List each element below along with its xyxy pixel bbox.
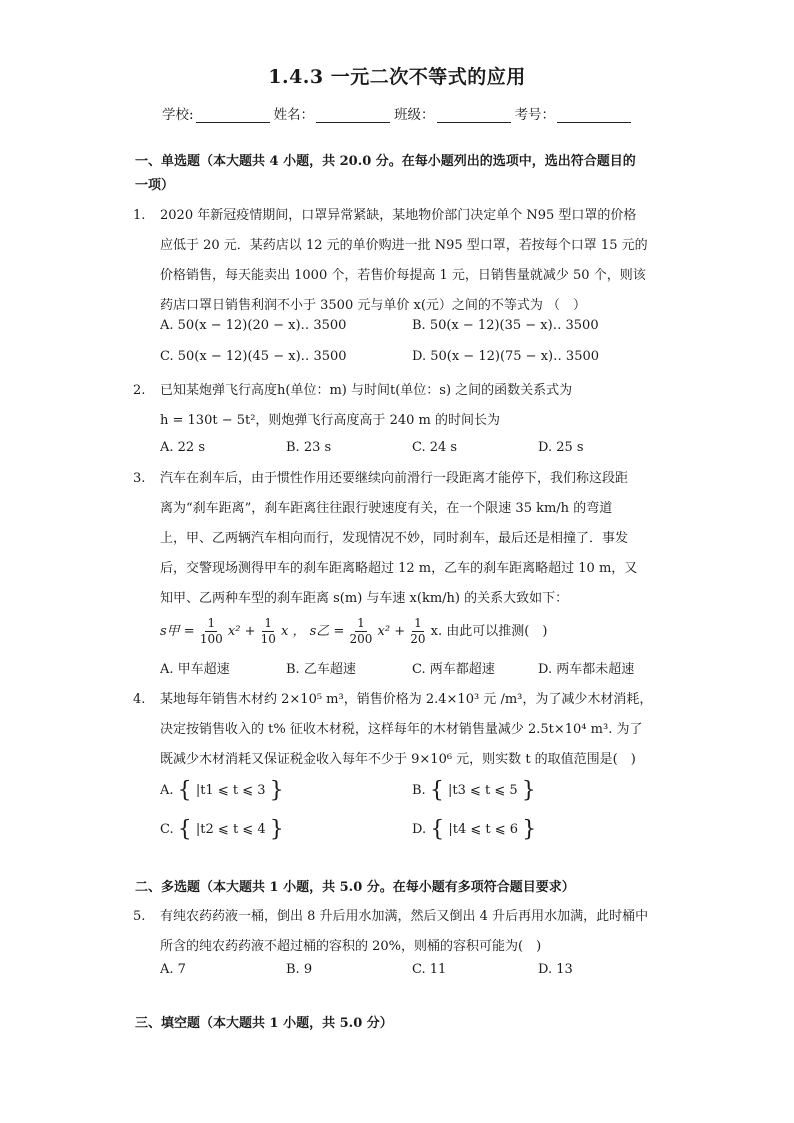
section-heading-line: 三、填空题（本大题共 1 小题，共 5.0 分）	[135, 1016, 393, 1031]
formula-text: s甲 =	[160, 624, 195, 639]
fraction	[200, 616, 223, 647]
option-c[interactable]	[160, 817, 284, 842]
option-a[interactable]: A. 7	[160, 962, 186, 977]
option-text: |t4 ⩽ t ⩽ 6	[448, 822, 519, 837]
option-d[interactable]	[412, 817, 536, 842]
option-b[interactable]: B. 50(x − 12)(35 − x)‥ 3500	[412, 318, 599, 333]
brace-open: {	[177, 778, 192, 803]
student-info-row	[162, 103, 635, 123]
stem-line: 某地每年销售木材约 2×10⁵ m³，销售价格为 2.4×10³ 元 /m³，为了减少木材消耗，	[160, 692, 653, 707]
q1-options-row-1	[160, 318, 660, 344]
class-blank[interactable]	[437, 108, 511, 123]
option-b[interactable]: B. 9	[286, 962, 313, 977]
stem-line: 后，交警现场测得甲车的刹车距离略超过 12 m，乙车的刹车距离略超过 10 m，又	[160, 561, 638, 576]
option-label: A.	[160, 783, 174, 798]
q4-options-row-2	[160, 817, 660, 847]
option-c[interactable]: C. 两车都超速	[412, 662, 495, 677]
question-number: 3.	[133, 471, 146, 486]
option-text: |t2 ⩽ t ⩽ 4	[195, 822, 266, 837]
school-label: 学校:	[162, 107, 194, 123]
section-heading-line: 二、多选题（本大题共 1 小题，共 5.0 分。在每小题有多项符合题目要求）	[135, 880, 575, 895]
brace-open: {	[429, 778, 444, 803]
question-number: 5.	[133, 909, 146, 924]
q3-options-row	[160, 658, 660, 684]
denominator: 10	[260, 632, 276, 646]
exam-no-blank[interactable]	[557, 108, 631, 123]
stem-line: h = 130t − 5t²，则炮弹飞行高度高于 240 m 的时间长为	[160, 413, 500, 428]
numerator: 1	[207, 616, 216, 630]
section-multiple-choice	[135, 876, 665, 900]
brace-close: }	[521, 778, 536, 803]
option-c[interactable]: C. 50(x − 12)(45 − x)‥ 3500	[160, 349, 347, 364]
option-a[interactable]: A. 22 s	[160, 440, 205, 455]
school-blank[interactable]	[196, 108, 270, 123]
option-b[interactable]: B. 乙车超速	[286, 662, 356, 677]
brace-close: }	[269, 817, 284, 842]
formula-text: x² +	[227, 624, 256, 639]
question-stem	[160, 685, 663, 775]
stem-line: 2020 年新冠疫情期间，口罩异常紧缺，某地物价部门决定单个 N95 型口罩的价格	[160, 208, 637, 223]
q1-options-row-2	[160, 349, 660, 375]
page-title: 1.4.3 一元二次不等式的应用	[268, 66, 526, 88]
formula-line	[160, 616, 547, 647]
formula-text: x² +	[377, 624, 406, 639]
section-heading-line: 一、单选题（本大题共 4 小题，共 20.0 分。在每小题列出的选项中，选出符合题目的	[135, 154, 636, 169]
stem-line: 已知某炮弹飞行高度h(单位：m) 与时间t(单位：s) 之间的函数关系式为	[160, 383, 573, 398]
stem-line: 所含的纯农药药液不超过桶的容积的 20%，则桶的容积可能为( )	[160, 939, 542, 954]
stem-line: 药店口罩日销售利润不小于 3500 元与单价 x(元）之间的不等式为 （ ）	[160, 298, 587, 313]
question-4	[133, 685, 663, 780]
q5-options-row	[160, 962, 660, 988]
denominator: 100	[199, 632, 223, 646]
formula-text: s乙 =	[309, 624, 345, 639]
option-text: |t1 ⩽ t ⩽ 3	[195, 783, 266, 798]
stem-line: 应低于 20 元．某药店以 12 元的单价购进一批 N95 型口罩，若按每个口罩 15 元的	[160, 238, 648, 253]
name-blank[interactable]	[316, 108, 390, 123]
question-number: 1.	[133, 208, 146, 223]
option-a[interactable]	[160, 778, 284, 803]
stem-line: 有纯农药药液一桶，倒出 8 升后用水加满，然后又倒出 4 升后再用水加满，此时桶中	[160, 909, 649, 924]
question-number: 4.	[133, 692, 146, 707]
name-label: 姓名：	[273, 107, 315, 123]
section-heading-line: 一项）	[135, 178, 175, 193]
option-d[interactable]: D. 两车都未超速	[538, 662, 635, 677]
option-label: D.	[412, 822, 427, 837]
question-2	[133, 376, 663, 438]
formula-text: x ，	[281, 624, 306, 639]
brace-open: {	[430, 817, 445, 842]
q4-options-row-1	[160, 778, 660, 808]
option-c[interactable]: C. 11	[412, 962, 447, 977]
denominator: 20	[410, 632, 426, 646]
option-d[interactable]: D. 50(x − 12)(75 − x)‥ 3500	[412, 349, 600, 364]
numerator: 1	[357, 616, 365, 630]
question-stem	[160, 902, 663, 962]
exam-no-label: 考号：	[514, 107, 556, 123]
formula-text: x. 由此可以推测( )	[430, 624, 548, 639]
option-text: |t3 ⩽ t ⩽ 5	[447, 783, 518, 798]
numerator: 1	[264, 616, 273, 630]
question-number: 2.	[133, 383, 146, 398]
option-a[interactable]: A. 50(x − 12)(20 − x)‥ 3500	[160, 318, 347, 333]
question-stem	[160, 201, 663, 321]
question-1	[133, 201, 663, 326]
question-stem	[160, 464, 663, 614]
question-5	[133, 902, 663, 964]
q2-options-row	[160, 440, 660, 466]
option-label: B.	[412, 783, 426, 798]
brace-open: {	[177, 817, 192, 842]
option-a[interactable]: A. 甲车超速	[160, 662, 230, 677]
stem-line: 价格销售，每天能卖出 1000 个，若售价每提高 1 元，日销售量就减少 50 个，则该	[160, 268, 646, 283]
numerator: 1	[414, 616, 422, 630]
option-d[interactable]: D. 13	[538, 962, 573, 977]
option-b[interactable]: B. 23 s	[286, 440, 332, 455]
denominator: 200	[349, 632, 373, 646]
fraction	[410, 616, 425, 647]
option-label: C.	[160, 822, 174, 837]
section-fill-in	[135, 1012, 665, 1036]
fraction	[349, 616, 372, 647]
question-3	[133, 464, 663, 619]
question-stem	[160, 376, 663, 436]
stem-line: 知甲、乙两种车型的刹车距离 s(m) 与车速 x(km/h) 的关系大致如下：	[160, 591, 569, 606]
stem-line: 决定按销售收入的 t% 征收木材税，这样每年的木材销售量减少 2.5t×10⁴ m³. 为了	[160, 722, 643, 737]
brace-close: }	[269, 778, 284, 803]
option-c[interactable]: C. 24 s	[412, 440, 458, 455]
stem-line: 上，甲、乙两辆汽车相向而行，发现情况不妙，同时刹车，最后还是相撞了．事发	[160, 531, 629, 546]
stem-line: 汽车在刹车后，由于惯性作用还要继续向前滑行一段距离才能停下，我们称这段距	[160, 471, 629, 486]
option-b[interactable]	[412, 778, 536, 803]
stem-line: 离为“刹车距离”，刹车距离往往跟行驶速度有关，在一个限速 35 km/h 的弯道	[160, 501, 613, 516]
option-d[interactable]: D. 25 s	[538, 440, 584, 455]
brace-close: }	[522, 817, 537, 842]
class-label: 班级：	[394, 107, 435, 123]
q3-formula	[160, 610, 660, 650]
fraction	[261, 616, 276, 647]
stem-line: 既减少木材消耗又保证税金收入每年不少于 9×10⁶ 元，则实数 t 的取值范围是( )	[160, 752, 636, 767]
section-single-choice	[135, 150, 665, 198]
